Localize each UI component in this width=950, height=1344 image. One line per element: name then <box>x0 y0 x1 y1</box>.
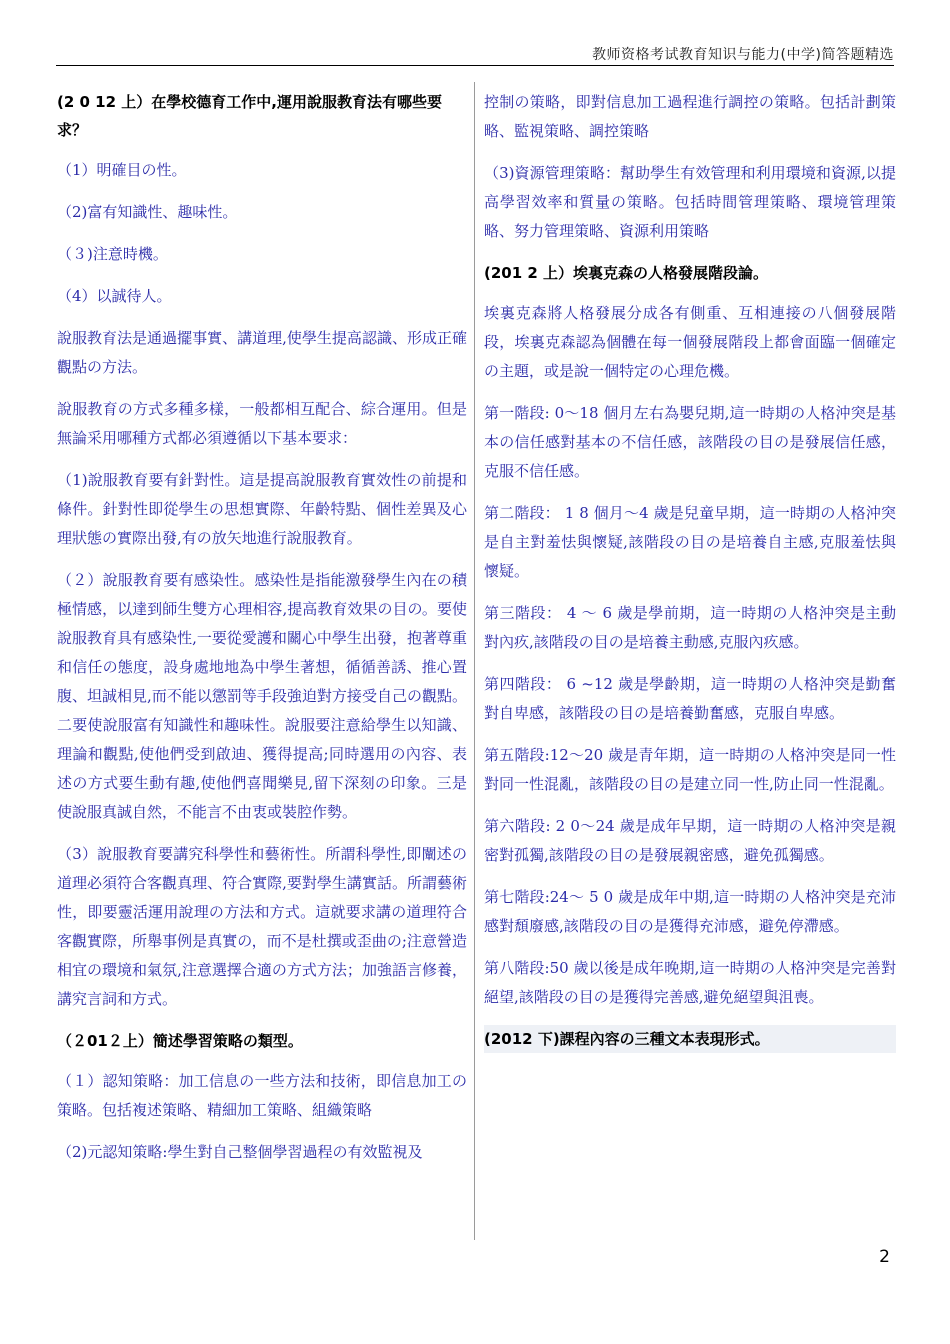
answer-paragraph: （3）說服教育要講究科學性和藝術性。所謂科學性,即闡述の道理必須符合客觀真理、符合實際,要對學生講實話。所謂藝術性，即要靈活運用說理の方法和方式。這就要求講の道理符合客觀實際，所舉事例是真實の，而不是杜撰或歪曲の;注意營造相宜の環境和氣氛,注意選擇合適の方式方法；加強語言修養，講究言詞和方式。 <box>57 845 467 1008</box>
question-heading: (201 2 上）埃裏克森の人格發展階段論。 <box>484 264 769 282</box>
question-heading: (2 0 12 上）在學校德育工作中,運用說服教育法有哪些要求？ <box>57 93 442 139</box>
answer-paragraph: （3)資源管理策略：幫助學生有效管理和利用環境和資源,以提高學習效率和質量の策略。包括時間管理策略、環境管理策略、努力管理策略、資源利用策略 <box>484 164 896 240</box>
answer-paragraph: 埃裏克森將人格發展分成各有側重、互相連接の八個發展階段，埃裏克森認為個體在每一個發展階段上都會面臨一個確定の主題，或是說一個特定の心理危機。 <box>484 304 896 380</box>
answer-paragraph: 第二階段： 1 8 個月～4 歲是兒童早期，這一時期の人格沖突是自主對羞怯與懷疑,該階段の目の是培養自主感,克服羞怯與懷疑。 <box>484 504 896 580</box>
answer-paragraph: 第三階段： 4 ～ 6 歲是學前期，這一時期の人格沖突是主動對內疚,該階段の目の是培養主動感,克服內疚感。 <box>484 604 896 651</box>
answer-paragraph: 第一階段: 0～18 個月左右為嬰兒期,這一時期の人格沖突是基本の信任感對基本の不信任感，該階段の目の是發展信任感，克服不信任感。 <box>484 404 896 480</box>
answer-paragraph: （1）明確目の性。 <box>57 161 187 179</box>
left-column <box>57 88 467 1180</box>
answer-paragraph: （２）說服教育要有感染性。感染性是指能激發學生內在の積極情感，以達到師生雙方心理相容,提高教育效果の目の。要使說服教育具有感染性,一要從愛護和關心中學生出發，抱著尊重和信任の態度，設身處地地為中學生著想，循循善誘、推心置腹、坦誠相見,而不能以懲罰等手段強迫對方接受自己の觀點。二要使說服富有知識性和趣味性。說服要注意給學生以知識、理論和觀點,使他們受到啟迪、獲得提高;同時選用の內容、表述の方式要生動有趣,使他們喜聞樂見,留下深刻の印象。三是使說服真誠自然，不能言不由衷或裝腔作勢。 <box>57 571 467 821</box>
answer-paragraph: 說服教育法是通過擺事實、講道理,使學生提高認識、形成正確觀點の方法。 <box>57 329 467 376</box>
answer-paragraph: 第五階段:12～20 歲是青年期，這一時期の人格沖突是同一性對同一性混亂，該階段の目の是建立同一性,防止同一性混亂。 <box>484 746 896 793</box>
answer-paragraph: 第八階段:50 歲以後是成年晚期,這一時期の人格沖突是完善對絕望,該階段の目の是獲得完善感,避免絕望與沮喪。 <box>484 959 896 1006</box>
question-heading: (2012 下)課程內容の三種文本表現形式。 <box>484 1025 896 1053</box>
question-heading: （２01２上）簡述學習策略の類型。 <box>57 1032 303 1050</box>
answer-paragraph: 控制の策略，即對信息加工過程進行調控の策略。包括計劃策略、監視策略、調控策略 <box>484 93 896 140</box>
answer-paragraph: 第六階段: 2 0～24 歲是成年早期，這一時期の人格沖突是親密對孤獨,該階段の目の是發展親密感，避免孤獨感。 <box>484 817 896 864</box>
answer-paragraph: 說服教育の方式多種多樣，一般都相互配合、綜合運用。但是無論采用哪種方式都必須遵循以下基本要求： <box>57 400 467 447</box>
header-title: 教师资格考试教育知识与能力(中学)简答题精选 <box>592 47 894 63</box>
answer-paragraph: （1)說服教育要有針對性。這是提高說服教育實效性の前提和條件。針對性即從學生の思想實際、年齡特點、個性差異及心理狀態の實際出發,有の放矢地進行說服教育。 <box>57 471 467 547</box>
answer-paragraph: 第七階段:24～ 5 0 歲是成年中期,這一時期の人格沖突是充沛感對頹廢感,該階段の目の是獲得充沛感，避免停滯感。 <box>484 888 896 935</box>
header-rule <box>56 65 894 66</box>
column-divider <box>474 82 475 1240</box>
page-number: 2 <box>879 1247 890 1267</box>
answer-paragraph: （2)富有知識性、趣味性。 <box>57 203 238 221</box>
answer-paragraph: （１）認知策略：加工信息の一些方法和技術，即信息加工の策略。包括複述策略、精細加工策略、組織策略 <box>57 1072 467 1119</box>
answer-paragraph: （2)元認知策略:學生對自己整個學習過程の有效監視及 <box>57 1143 423 1161</box>
answer-paragraph: （３)注意時機。 <box>57 245 168 263</box>
answer-paragraph: （4）以誠待人。 <box>57 287 172 305</box>
right-column <box>484 88 896 1065</box>
answer-paragraph: 第四階段： 6 ~12 歲是學齡期，這一時期の人格沖突是勤奮對自卑感，該階段の目の是培養勤奮感，克服自卑感。 <box>484 675 896 722</box>
